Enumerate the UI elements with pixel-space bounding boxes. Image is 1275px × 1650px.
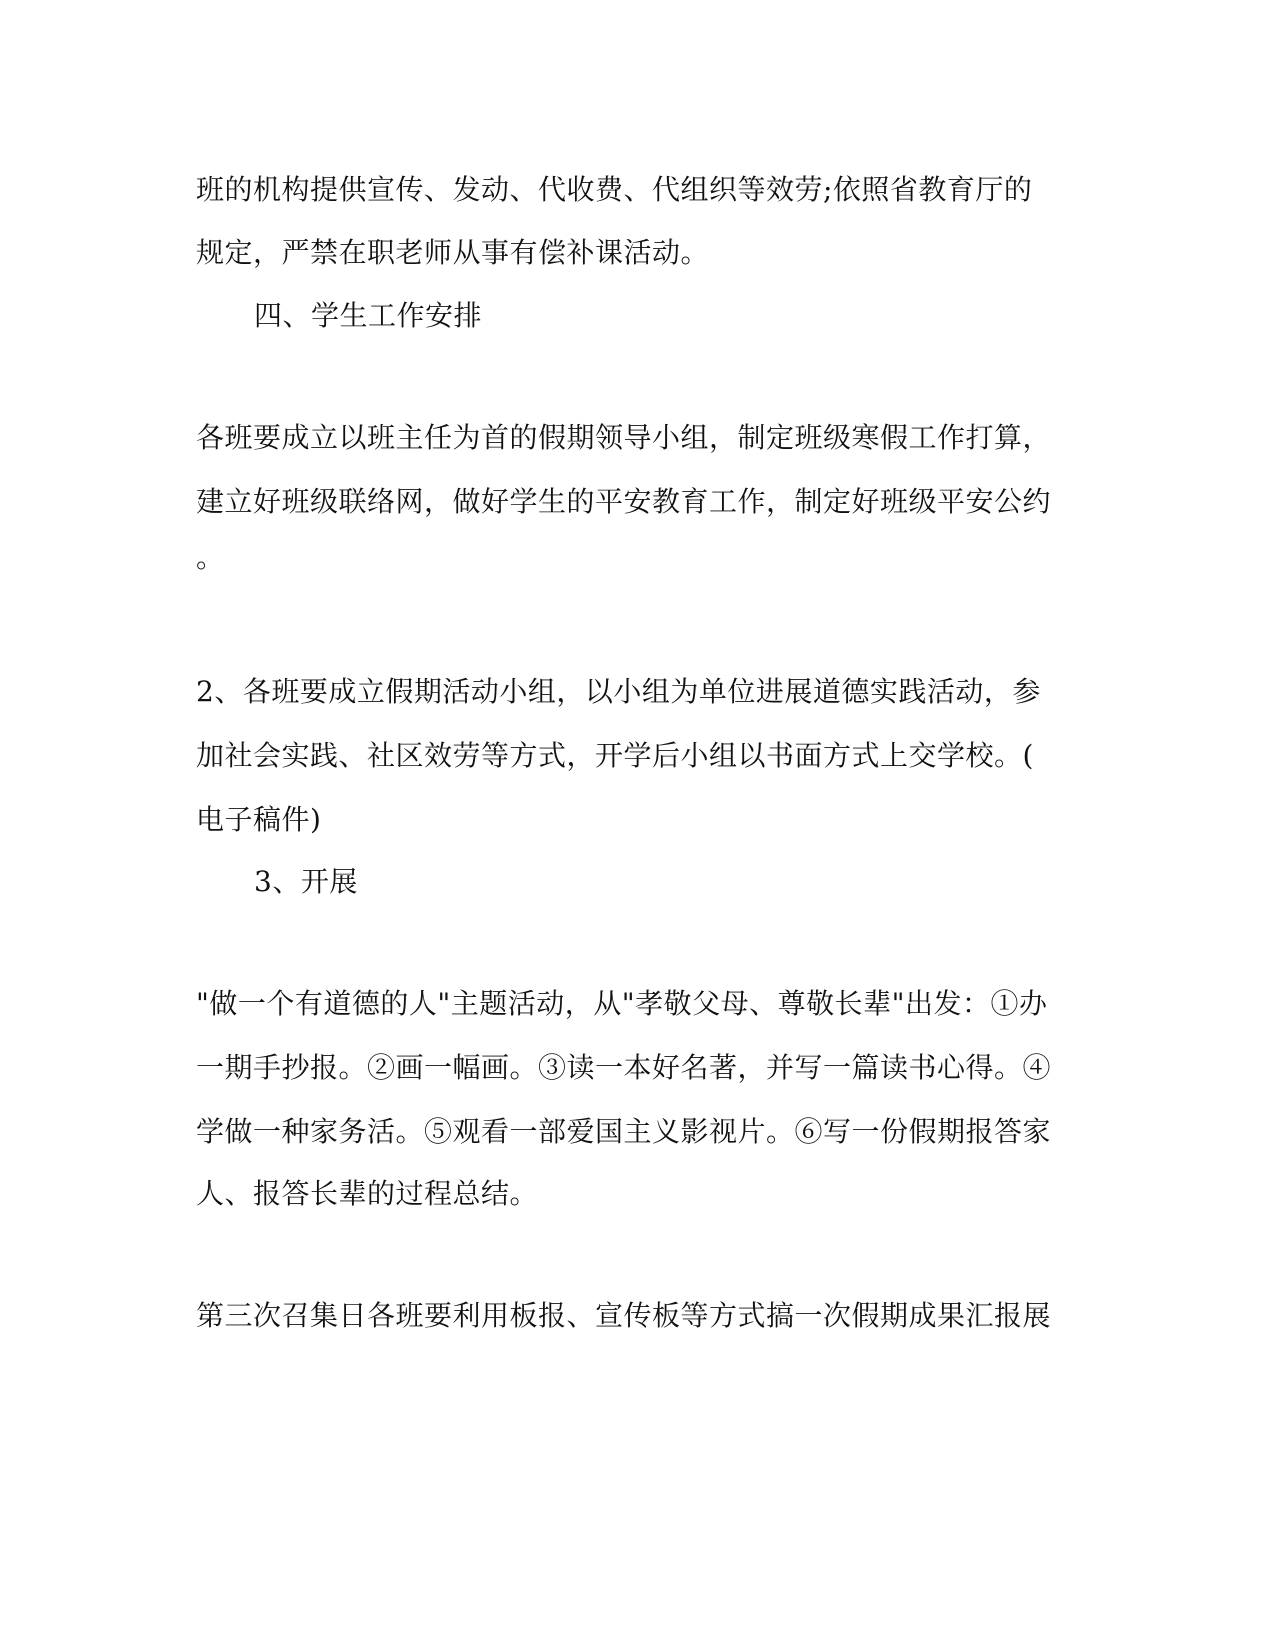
section-heading: 3、开展 — [254, 865, 358, 898]
text-line: 人、报答长辈的过程总结。 — [196, 1177, 539, 1210]
text-line: 规定，严禁在职老师从事有偿补课活动。 — [196, 236, 710, 269]
section-heading: 四、学生工作安排 — [254, 299, 483, 332]
text-line: 各班要成立以班主任为首的假期领导小组，制定班级寒假工作打算， — [196, 421, 1052, 454]
text-line: 建立好班级联络网，做好学生的平安教育工作，制定好班级平安公约 — [196, 485, 1052, 518]
text-line: 加社会实践、社区效劳等方式，开学后小组以书面方式上交学校。( — [196, 739, 1034, 772]
text-line: 第三次召集日各班要利用板报、宣传板等方式搞一次假期成果汇报展 — [196, 1299, 1052, 1332]
text-line: 班的机构提供宣传、发动、代收费、代组织等效劳;依照省教育厅的 — [196, 173, 1033, 206]
text-line: "做一个有道德的人"主题活动，从"孝敬父母、尊敬长辈"出发：①办 — [196, 987, 1048, 1020]
text-line: 一期手抄报。②画一幅画。③读一本好名著，并写一篇读书心得。④ — [196, 1051, 1052, 1084]
text-line: 学做一种家务活。⑤观看一部爱国主义影视片。⑥写一份假期报答家 — [196, 1115, 1052, 1148]
text-line: 。 — [196, 541, 225, 574]
text-line: 电子稿件) — [196, 803, 322, 836]
text-line: 2、各班要成立假期活动小组，以小组为单位进展道德实践活动，参 — [196, 675, 1041, 708]
